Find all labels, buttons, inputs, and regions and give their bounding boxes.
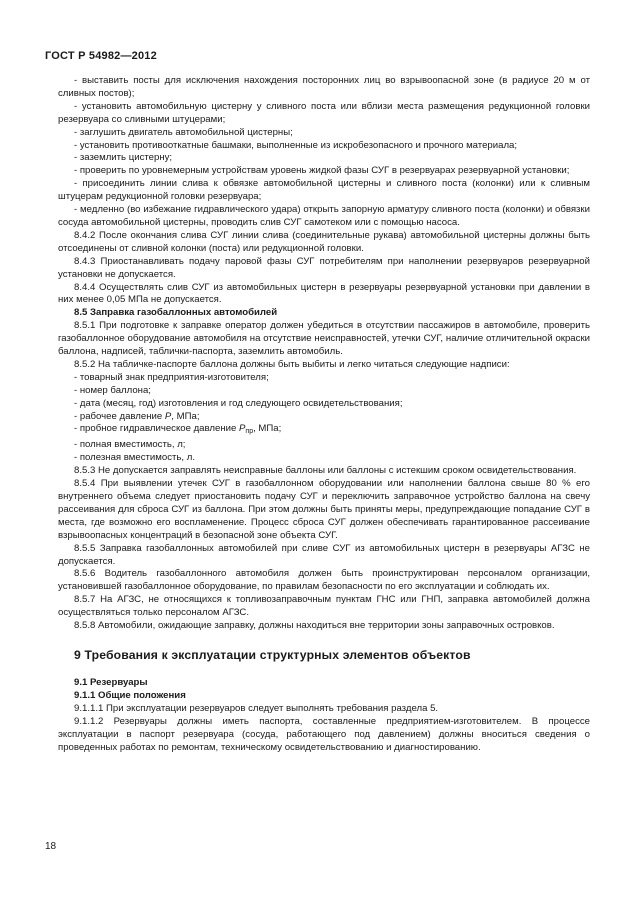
list-item-suffix: , МПа; [171, 410, 200, 422]
subsection-heading: 8.5 Заправка газобаллонных автомобилей [74, 307, 278, 319]
paragraph: 8.5.8 Автомобили, ожидающие заправку, должны находиться вне территории зоны заправочных островков. [74, 620, 555, 632]
document-body [58, 75, 590, 754]
list-item-suffix: , МПа; [253, 423, 282, 435]
pressure-symbol: P [164, 410, 172, 422]
paragraph: - выставить посты для исключения нахождения посторонних лиц во взрывоопасной зоне (в радиусе 20 м от сливных постов); [58, 75, 590, 99]
list-item-text: - рабочее давление [74, 410, 165, 422]
paragraph: - проверить по уровнемерным устройствам уровень жидкой фазы СУГ в резервуарах резервуарной установки; [74, 165, 570, 177]
paragraph: 8.5.2 На табличке-паспорте баллона должны быть выбиты и легко читаться следующие надписи: [74, 358, 510, 370]
subsection-heading: 9.1 Резервуары [74, 676, 148, 688]
paragraph: 9.1.1.2 Резервуары должны иметь паспорта, составленные предприятием-изготовителем. В процессе эксплуатации в паспорт резервуара (сосуда, работающего под давлением) должны вноситься сведения о проведенных работах по ремонтам, техническому освидетельствованию и диагностированию. [58, 715, 590, 753]
list-item-text: - пробное гидравлическое давление [74, 423, 239, 435]
pressure-symbol: P [239, 423, 246, 435]
list-item [58, 411, 590, 424]
paragraph: - установить противооткатные башмаки, выполненные из искробезопасного и прочного материала; [74, 139, 518, 151]
pressure-subscript: пр [245, 428, 254, 436]
paragraph: - установить автомобильную цистерну у сливного поста или вблизи места размещения редукционной головки резервуара со сливными штуцерами; [58, 100, 590, 125]
subsection-heading: 9.1.1 Общие положения [74, 689, 186, 701]
page-header: ГОСТ Р 54982—2012 [45, 50, 157, 62]
section-heading: 9 Требования к эксплуатации структурных элементов объектов [74, 647, 471, 662]
paragraph: 8.5.5 Заправка газобаллонных автомобилей при сливе СУГ из автомобильных цистерн в резервуары АГЗС не допускается. [58, 542, 590, 567]
paragraph: - заземлить цистерну; [74, 152, 173, 164]
list-item: - полная вместимость, л; [74, 439, 186, 451]
paragraph: 8.5.3 Не допускается заправлять неисправные баллоны или баллоны с истекшим сроком освидетельствования. [74, 465, 577, 477]
list-item: - номер баллона; [74, 384, 151, 396]
paragraph: 8.5.7 На АГЗС, не относящихся к топливозаправочным пунктам ГНС или ГНП, заправка автомобилей должна осуществляться только персоналом АГЗС. [58, 594, 590, 619]
paragraph: - медленно (во избежание гидравлического удара) открыть запорную арматуру сливного поста (колонки) и обвязки сосуда автомобильной цистерны, проводить слив СУГ самотеком или с помощью насоса. [58, 204, 590, 228]
list-item [58, 423, 590, 439]
page-number: 18 [45, 841, 57, 852]
paragraph: 8.4.2 После окончания слива СУГ линии слива (соединительные рукава) автомобильной цистерны должны быть отсоединены от сливной колонки (поста) или редукционной головки. [58, 229, 590, 254]
list-item: - товарный знак предприятия-изготовителя; [74, 371, 269, 383]
paragraph: 8.4.3 Приостанавливать подачу паровой фазы СУГ потребителям при наполнении резервуаров резервуарной установки не допускается. [58, 255, 590, 280]
paragraph: 9.1.1.1 При эксплуатации резервуаров следует выполнять требования раздела 5. [74, 702, 439, 714]
list-item: - дата (месяц, год) изготовления и год следующего освидетельствования; [74, 397, 403, 409]
paragraph: 8.5.4 При выявлении утечек СУГ в газобаллонном оборудовании или наполнении баллона свыше 80 % его внутреннего объема следует приостановить подачу СУГ и переключить заправочное устройство баллона на свечу рассеивания для сброса СУГ из баллона. При этом должны быть приняты меры, предупреждающие попадание СУГ в места, где возможно его воспламенение. Процесс сброса СУГ должен обеспечивать гарантированное рассеивание взрывоопасных концентраций в безопасной зоне объекта СУГ. [58, 478, 590, 541]
paragraph: 8.5.6 Водитель газобаллонного автомобиля должен быть проинструктирован персоналом организации, установившей газобаллонное оборудование, по правилам безопасности по его эксплуатации и соблюдать их. [58, 568, 590, 593]
paragraph: - присоединить линии слива к обвязке автомобильной цистерны и сливного поста (колонки) или к сливным штуцерам редукционной головки резервуара; [58, 178, 590, 203]
paragraph: - заглушить двигатель автомобильной цистерны; [74, 126, 293, 138]
paragraph: 8.5.1 При подготовке к заправке оператор должен убедиться в отсутствии пассажиров в автомобиле, проверить газобаллонное оборудование автомобиля на отсутствие неисправностей, утечки СУГ, наличие отличительной окраски баллона, надписей, таблички-паспорта, заземлить автомобиль. [58, 320, 590, 358]
list-item: - полезная вместимость, л. [74, 452, 195, 464]
paragraph: 8.4.4 Осуществлять слив СУГ из автомобильных цистерн в резервуары резервуарной установки при давлении в них менее 0,05 МПа не допускается. [58, 281, 590, 306]
